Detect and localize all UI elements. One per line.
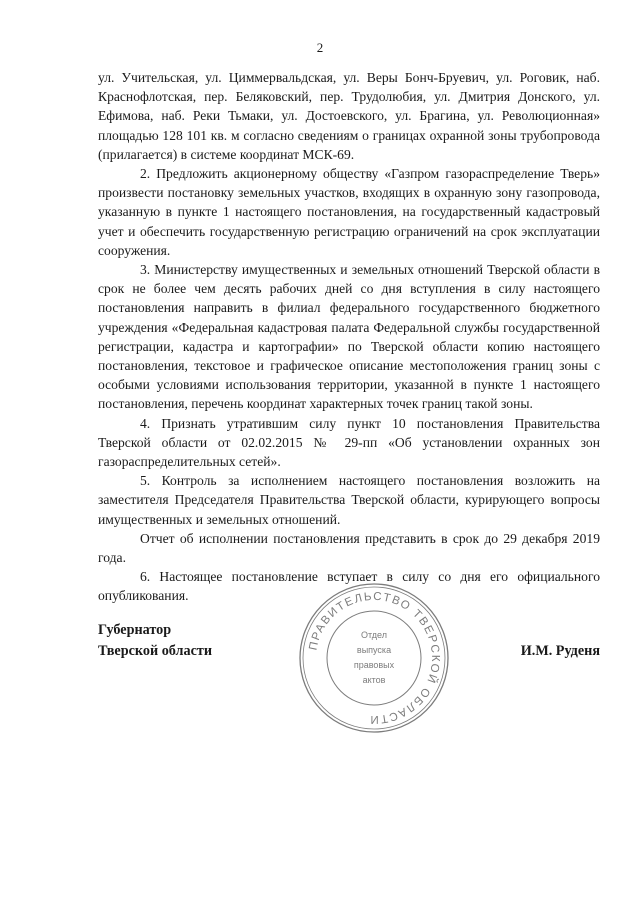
paragraph-item-2: 2. Предложить акционерному обществу «Газпром газораспределение Тверь» произвести постановку земельных участков, входящих в охранную зону газопровода, указанную в пункте 1 настоящего постановления, на государственный кадастровый учет и обеспечить государственную регистрацию ограничений на срок эксплуатации сооружения. bbox=[98, 166, 600, 258]
seal-inner-line-4: актов bbox=[362, 675, 386, 685]
seal-inner-line-2: выпуска bbox=[356, 645, 392, 655]
seal-inner-line-3: правовых bbox=[353, 660, 395, 670]
paragraph-item-4: 4. Признать утратившим силу пункт 10 постановления Правительства Тверской области от 02.02.2015 № 29-пп «Об установлении охранных зон газораспределительных сетей». bbox=[98, 415, 600, 470]
seal-ring-text: ПРАВИТЕЛЬСТВО ТВЕРСКОЙ ОБЛАСТИ bbox=[307, 590, 442, 726]
signatory-name: И.М. Руденя bbox=[520, 643, 600, 659]
seal-inner-line-1: Отдел bbox=[360, 630, 388, 640]
paragraph-item-6: 6. Настоящее постановление вступает в силу со дня его официального опубликования. bbox=[98, 569, 600, 604]
paragraph-item-3: 3. Министерству имущественных и земельных отношений Тверской области в срок не более чем десять рабочих дней со дня вступления в силу настоящего постановления направить в филиал федерального государственного бюджетного учреждения «Федеральная кадастровая палата Федеральной службы государственной регистрации, кадастра и картографии» по Тверской области копию настоящего постановления, текстовое и графическое описание местоположения границ зоны с особыми условиями использования территории, указанной в пункте 1 настоящего постановления, перечень координат характерных точек границ такой зоны. bbox=[98, 262, 600, 412]
signature-block bbox=[98, 620, 600, 662]
document-body bbox=[98, 68, 600, 606]
paragraph-report: Отчет об исполнении постановления представить в срок до 29 декабря 2019 года. bbox=[98, 530, 600, 566]
signatory-position-line-2: Тверской области bbox=[98, 643, 213, 659]
paragraph-item-5: 5. Контроль за исполнением настоящего постановления возложить на заместителя Председателя Правительства Тверской области, курирующего вопросы имущественных и земельных отношений. bbox=[98, 473, 600, 527]
paragraph-continuation: ул. Учительская, ул. Циммервальдская, ул. Веры Бонч-Бруевич, ул. Роговик, наб. Краснофлотская, пер. Беляковский, пер. Трудолюбия, ул. Дмитрия Донского, ул. Ефимова, наб. Реки Тьмаки, ул. Достоевского, ул. Брагина, ул. Революционная» площадью 128 101 кв. м согласно сведениям о границах охранной зоны трубопровода (прилагается) в системе координат МСК-69. bbox=[98, 70, 600, 162]
page-number: 2 bbox=[316, 40, 324, 55]
signatory-position-line-1: Губернатор bbox=[98, 622, 172, 638]
